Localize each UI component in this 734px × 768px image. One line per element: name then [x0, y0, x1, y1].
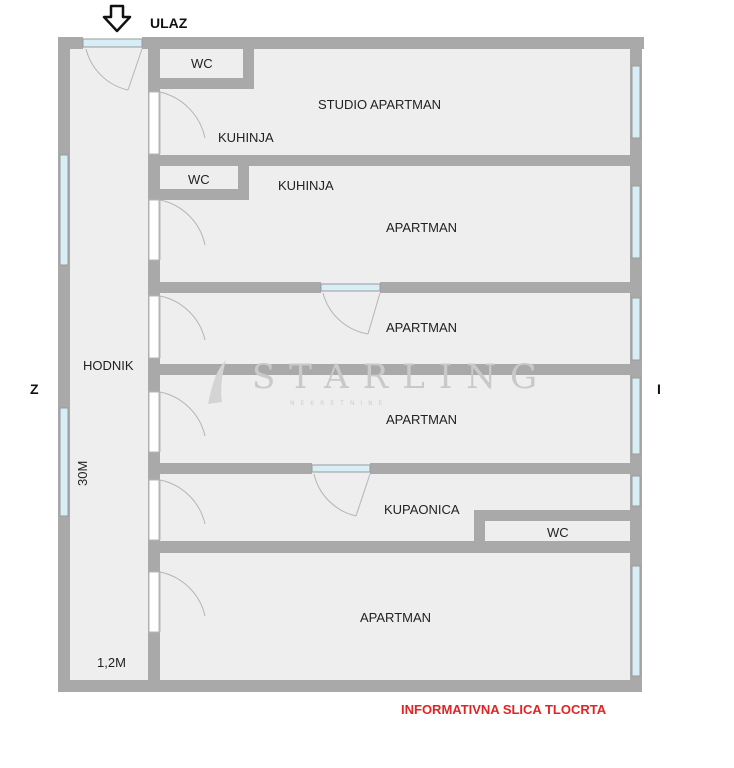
compass-west: Z: [30, 381, 39, 397]
room-label-wc-2: WC: [188, 172, 210, 187]
room-label-apartment-2: APARTMAN: [386, 220, 458, 235]
room-label-apartment-4: APARTMAN: [386, 412, 458, 427]
room-label-bathroom: KUPAONICA: [384, 502, 460, 517]
room-label-apartment-5: APARTMAN: [360, 610, 432, 625]
compass-east: I: [657, 381, 661, 397]
room-label-wc-3: WC: [547, 525, 569, 540]
watermark-sub: NEKRETNINE: [290, 400, 389, 407]
room-label-hallway: HODNIK: [83, 358, 134, 373]
hall-length-label: 30M: [75, 460, 90, 486]
down-arrow-icon: [104, 6, 130, 31]
room-label-wc-1: WC: [191, 56, 213, 71]
room-label-kitchen-1: KUHINJA: [218, 130, 274, 145]
room-label-kitchen-2: KUHINJA: [278, 178, 334, 193]
entrance-label: ULAZ: [150, 15, 188, 31]
room-label-studio: STUDIO APARTMAN: [318, 97, 442, 112]
informative-note: INFORMATIVNA SLICA TLOCRTA: [401, 702, 607, 717]
watermark-brand: STARLING: [252, 357, 552, 397]
room-label-apartment-3: APARTMAN: [386, 320, 458, 335]
hall-width-label: 1,2M: [97, 655, 126, 670]
